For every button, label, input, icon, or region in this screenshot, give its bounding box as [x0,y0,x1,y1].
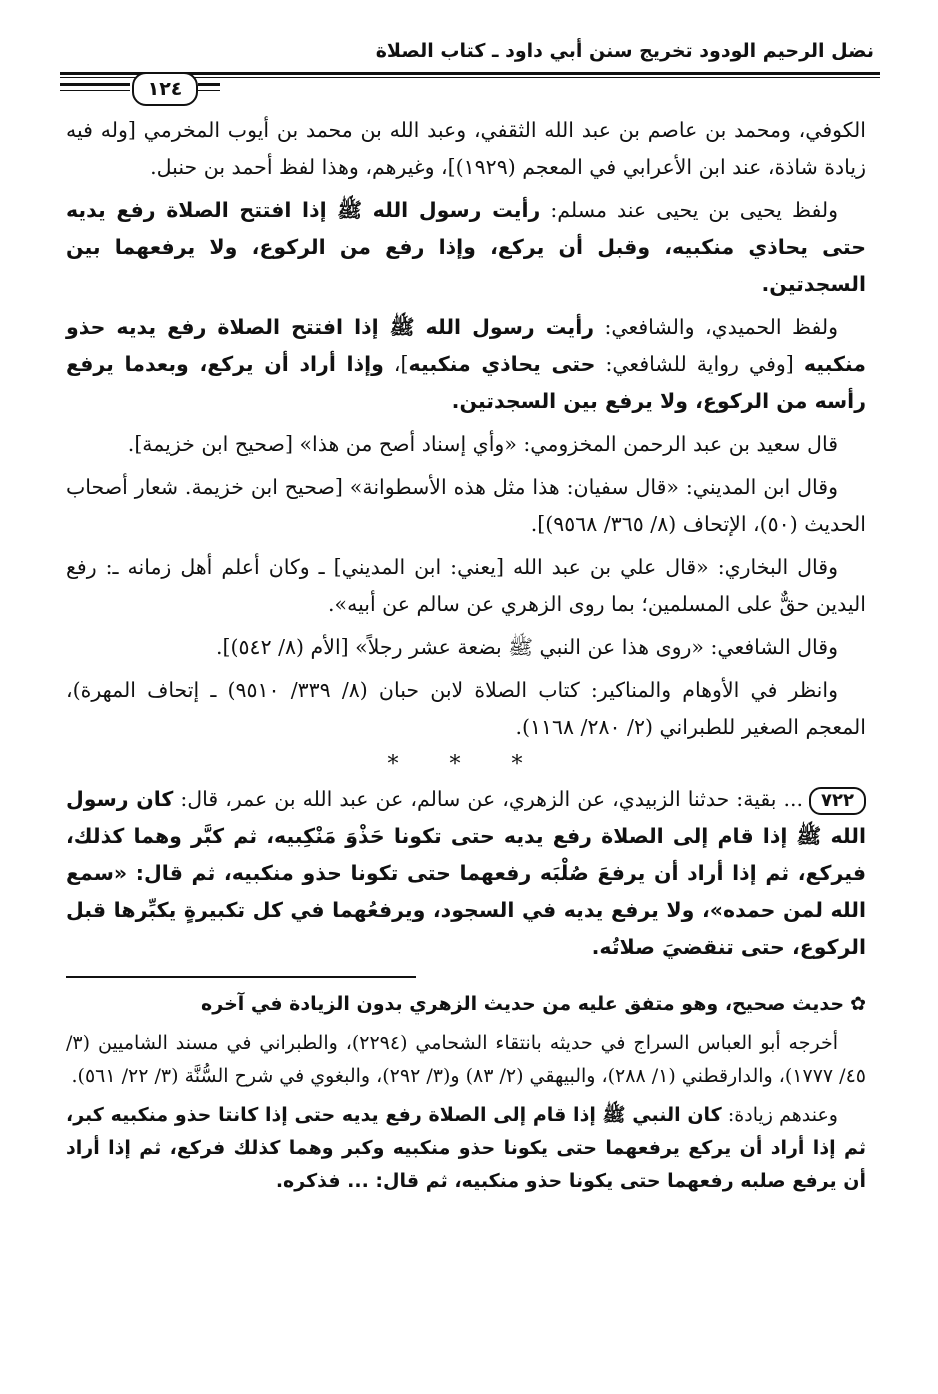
page-number: ١٢٤ [132,72,198,106]
quoted-text: كان النبي ﷺ إذا قام إلى الصلاة رفع يديه حتى إذا كانتا حذو منكبيه كبر، ثم إذا أراد أن يركع يرفعهما حتى يكونا حذو منكبيه وكبر وهما كذلك فركع، ثم إذا أراد أن يرفع صلبه رفعهما حتى يكونا حذو منكبيه، ثم قال: ... فذكره. [66,1104,866,1192]
paragraph: الكوفي، ومحمد بن عاصم بن عبد الله الثقفي، وعبد الله بن محمد بن أيوب المخرمي [وله فيه زيادة شاذة، عند ابن الأعرابي في المعجم (١٩٢٩)]، وغيرهم، وهذا لفظ أحمد بن حنبل. [66,118,866,179]
hadith-text: ٧٢٢... بقية: حدثنا الزبيدي، عن الزهري، عن سالم، عن عبد الله بن عمر، قال: كان رسول الله ﷺ إذا قام إلى الصلاة رفع يديه حتى تكونا حَذْوَ مَنْكِبيه، ثم كبَّر وهما كذلك، فيركع، ثم إذا أراد أن يرفعَ صُلْبَه رفعهما حتى تكونا حذو منكبيه، ثم قال: «سمع الله لمن حمده»، ولا يرفع يديه في السجود، ويرفعُهما في كل تكبيرةٍ يكبِّرها قبل الركوع، حتى تنقضيَ صلاتُه. [66,787,866,959]
running-title: نضل الرحيم الودود تخريج سنن أبي داود ـ كتاب الصلاة [375,40,874,62]
paragraph: وقال البخاري: «قال علي بن عبد الله [يعني: ابن المديني] ـ وكان أعلم أهل زمانه ـ: رفع اليدين حقٌّ على المسلمين؛ بما روى الزهري عن سالم عن أبيه». [66,555,866,616]
main-text [66,112,866,1204]
paragraph: ولفظ يحيى بن يحيى عند مسلم: رأيت رسول الله ﷺ إذا افتتح الصلاة رفع يديه حتى يحاذي منكبيه، وقبل أن يركع، وإذا رفع من الركوع، ولا يرفعهما بين السجدتين. [66,198,866,296]
quoted-text: وإذا أراد أن يركع، وبعدما يرفع رأسه من الركوع، ولا يرفع بين السجدتين. [66,352,866,413]
takhrij-paragraph: وعندهم زيادة: كان النبي ﷺ إذا قام إلى الصلاة رفع يديه حتى إذا كانتا حذو منكبيه كبر، ثم إذا أراد أن يركع يرفعهما حتى يكونا حذو منكبيه وكبر وهما كذلك فركع، ثم إذا أراد أن يرفع صلبه رفعهما حتى يكونا حذو منكبيه، ثم قال: ... فذكره. [66,1104,866,1192]
footnote-separator [66,976,416,978]
quoted-text: رأيت رسول الله ﷺ إذا افتتح الصلاة رفع يديه حتى يحاذي منكبيه، وقبل أن يركع، وإذا رفع من الركوع، ولا يرفعهما بين السجدتين. [66,198,866,296]
hadith-matn: كان رسول الله ﷺ إذا قام إلى الصلاة رفع يديه حتى تكونا حَذْوَ مَنْكِبيه، ثم كبَّر وهما كذلك، فيركع، ثم إذا أراد أن يرفعَ صُلْبَه رفعهما حتى تكونا حذو منكبيه، ثم قال: «سمع الله لمن حمده»، ولا يرفع يديه في السجود، ويرفعُهما في كل تكبيرةٍ يكبِّرها قبل الركوع، حتى تنقضيَ صلاتُه. [66,787,866,959]
quoted-text: حتى يحاذي منكبيه [408,352,596,376]
hadith-number: ٧٢٢ [809,787,866,815]
paragraph: وانظر في الأوهام والمناكير: كتاب الصلاة لابن حبان (٨/ ٣٣٩/ ٩٥١٠) ـ إتحاف المهرة)، المعجم الصغير للطبراني (٢/ ٢٨٠/ ١١٦٨). [66,678,866,739]
page-header [60,30,880,100]
section-separator: * * * [387,752,545,777]
takhrij-paragraph: أخرجه أبو العباس السراج في حديثه بانتقاء الشحامي (٢٢٩٤)، والطبراني في مسند الشاميين (٣/ ٤٥/ ١٧٧٧)، والدارقطني (١/ ٢٨٨)، والبيهقي (٢/ ٨٣) و(٣/ ٢٩٢)، والبغوي في شرح السُّنَّة (٣/ ٢٢/ ٥٦١). [66,1032,866,1087]
paragraph: وقال الشافعي: «روى هذا عن النبي ﷺ بضعة عشر رجلاً» [الأم (٨/ ٥٤٢)]. [216,635,838,659]
verdict-marker-icon: ✿ [850,993,866,1015]
paragraph: ولفظ الحميدي، والشافعي: رأيت رسول الله ﷺ إذا افتتح الصلاة رفع يديه حذو منكبيه [وفي رواية للشافعي: حتى يحاذي منكبيه]، وإذا أراد أن يركع، وبعدما يرفع رأسه من الركوع، ولا يرفع بين السجدتين. [66,315,866,413]
hadith-verdict: ✿حديث صحيح، وهو متفق عليه من حديث الزهري بدون الزيادة في آخره [201,993,866,1015]
paragraph: قال سعيد بن عبد الرحمن المخزومي: «وأي إسناد أصح من هذا» [صحيح ابن خزيمة]. [127,432,838,456]
paragraph: وقال ابن المديني: «قال سفيان: هذا مثل هذه الأسطوانة» [صحيح ابن خزيمة. شعار أصحاب الحديث (٥٠)، الإتحاف (٨/ ٣٦٥/ ٩٥٦٨)]. [66,475,866,536]
footnotes [66,988,866,1198]
quoted-text: رأيت رسول الله ﷺ إذا افتتح الصلاة رفع يديه حذو منكبيه [66,315,866,376]
